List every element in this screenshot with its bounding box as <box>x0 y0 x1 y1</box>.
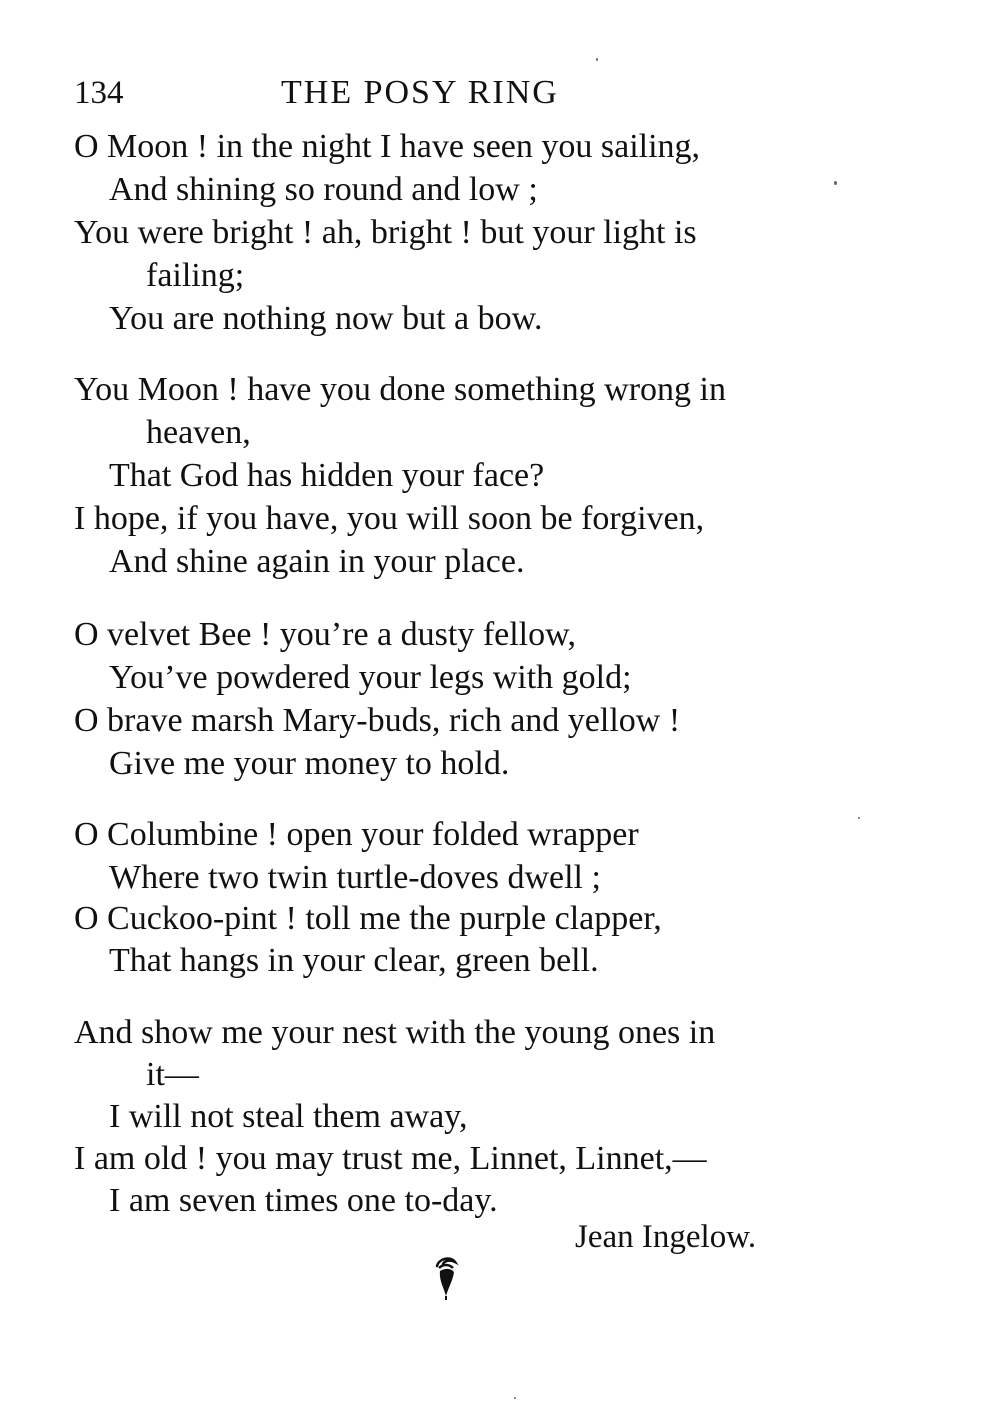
poem-line: You were bright ! ah, bright ! but your light is <box>74 214 697 251</box>
poem-line: O Columbine ! open your folded wrapper <box>74 816 639 853</box>
poem-line: Give me your money to hold. <box>109 745 510 782</box>
poem-line: I am seven times one to-day. <box>109 1182 498 1219</box>
poem-line: And show me your nest with the young ones in <box>74 1014 716 1051</box>
poem-line: O Moon ! in the night I have seen you sailing, <box>74 128 701 165</box>
poem-line: O brave marsh Mary-buds, rich and yellow ! <box>74 702 681 739</box>
poem-line: You Moon ! have you done something wrong in <box>74 371 726 408</box>
acorn-fleuron-icon <box>427 1254 469 1302</box>
poem-line: That hangs in your clear, green bell. <box>109 942 599 979</box>
poem-line: heaven, <box>146 414 251 451</box>
poem-author: Jean Ingelow. <box>575 1219 757 1255</box>
poem-line: O Cuckoo-pint ! toll me the purple clapper, <box>74 900 662 937</box>
poem-line: I will not steal them away, <box>109 1098 468 1135</box>
page-header <box>74 68 834 118</box>
paper-speck <box>834 181 837 185</box>
poem-line: You’ve powdered your legs with gold; <box>109 659 632 696</box>
page-number: 134 <box>74 75 124 111</box>
poem-line: You are nothing now but a bow. <box>109 300 543 337</box>
paper-speck <box>514 1397 516 1399</box>
poem-line: I am old ! you may trust me, Linnet, Linnet,— <box>74 1140 707 1177</box>
poem-line: failing; <box>146 257 245 294</box>
poem-line: I hope, if you have, you will soon be forgiven, <box>74 500 705 537</box>
poem-line: That God has hidden your face? <box>109 457 545 494</box>
poem-line: Where two twin turtle-doves dwell ; <box>109 859 601 896</box>
poem-line: O velvet Bee ! you’re a dusty fellow, <box>74 616 576 653</box>
running-title: THE POSY RING <box>281 74 559 111</box>
poem-line: And shining so round and low ; <box>109 171 538 208</box>
paper-speck <box>858 817 860 819</box>
poem-line: it— <box>146 1056 199 1093</box>
paper-speck <box>596 58 598 61</box>
poem-line: And shine again in your place. <box>109 543 525 580</box>
